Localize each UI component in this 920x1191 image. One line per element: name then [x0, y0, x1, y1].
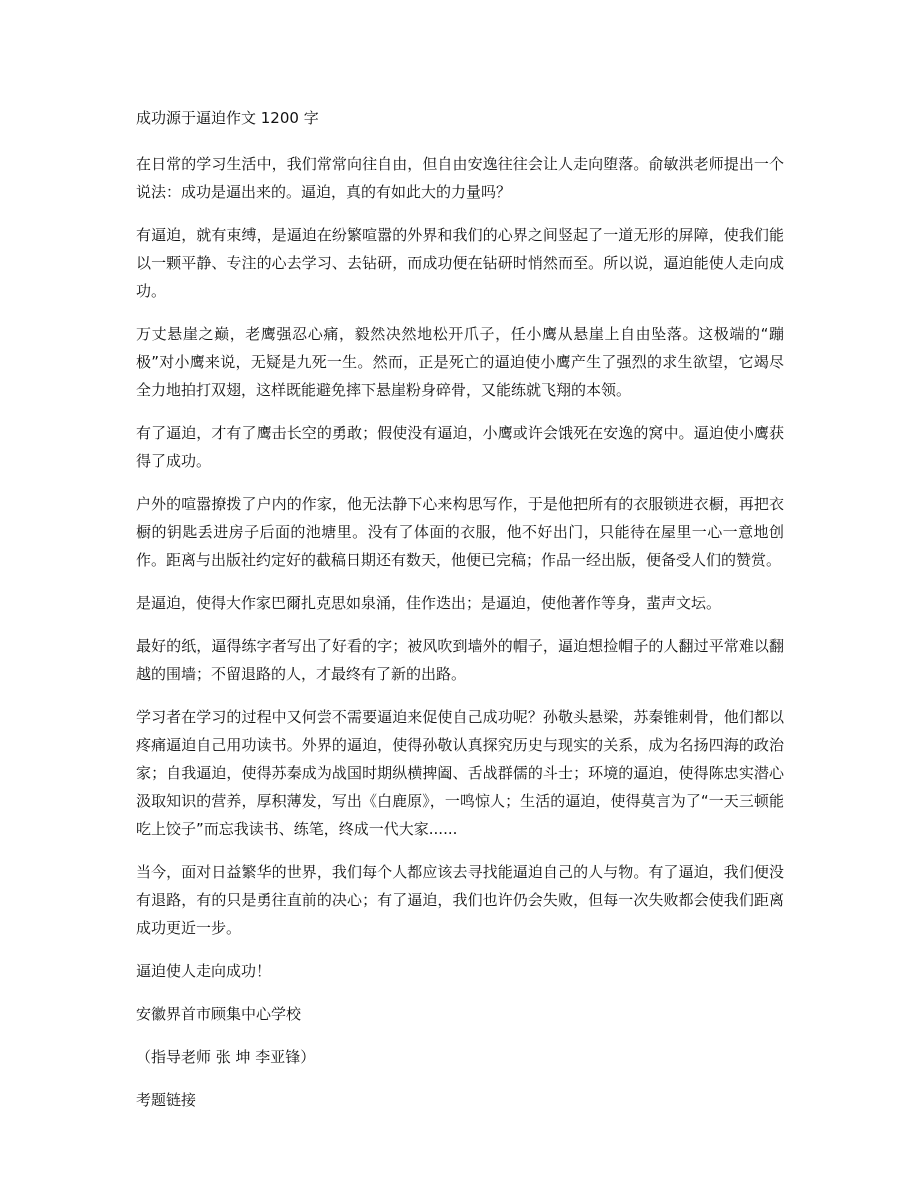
paragraph-2: 有逼迫，就有束缚，是逼迫在纷繁喧嚣的外界和我们的心界之间竖起了一道无形的屏障，使我们能以一颗平静、专注的心去学习、去钻研，而成功便在钻研时悄然而至。所以说，逼迫能使人走向成功。 — [136, 226, 784, 300]
paragraph-5: 户外的喧嚣撩拨了户内的作家，他无法静下心来构思写作，于是他把所有的衣服锁进衣橱，再把衣橱的钥匙丢进房子后面的池塘里。没有了体面的衣服，他不好出门，只能待在屋里一心一意地创作。距离与出版社约定好的截稿日期还有数天，他便已完稿；作品一经出版，便备受人们的赞赏。 — [136, 495, 784, 569]
paragraph-7: 最好的纸，逼得练字者写出了好看的字；被风吹到墙外的帽子，逼迫想捡帽子的人翻过平常难以翻越的围墙；不留退路的人，才最终有了新的出路。 — [136, 637, 784, 683]
school-name: 安徽界首市顾集中心学校 — [136, 1005, 302, 1023]
document-page — [136, 104, 784, 1129]
exam-link[interactable]: 考题链接 — [136, 1091, 197, 1109]
teacher-credit: （指导老师 张 坤 李亚锋） — [136, 1048, 316, 1066]
paragraph-9: 当今，面对日益繁华的世界，我们每个人都应该去寻找能逼迫自己的人与物。有了逼迫，我们便没有退路，有的只是勇往直前的决心；有了逼迫，我们也许仍会失败，但每一次失败都会使我们距离成功更近一步。 — [136, 863, 784, 937]
paragraph-4: 有了逼迫，才有了鹰击长空的勇敢；假使没有逼迫，小鹰或许会饿死在安逸的窝中。逼迫使小鹰获得了成功。 — [136, 424, 784, 470]
paragraph-3: 万丈悬崖之巅，老鹰强忍心痛，毅然决然地松开爪子，任小鹰从悬崖上自由坠落。这极端的“蹦极”对小鹰来说，无疑是九死一生。然而，正是死亡的逼迫使小鹰产生了强烈的求生欲望，它竭尽全力地拍打双翅，这样既能避免摔下悬崖粉身碎骨，又能练就飞翔的本领。 — [136, 325, 784, 399]
conclusion-line: 逼迫使人走向成功！ — [136, 962, 272, 980]
paragraph-8: 学习者在学习的过程中又何尝不需要逼迫来促使自己成功呢？孙敬头悬梁，苏秦锥刺骨，他们都以疼痛逼迫自己用功读书。外界的逼迫，使得孙敬认真探究历史与现实的关系，成为名扬四海的政治家；自我逼迫，使得苏秦成为战国时期纵横捭阖、舌战群儒的斗士；环境的逼迫，使得陈忠实潜心汲取知识的营养，厚积薄发，写出《白鹿原》，一鸣惊人；生活的逼迫，使得莫言为了“一天三顿能吃上饺子”而忘我读书、练笔，终成一代大家...... — [136, 708, 784, 838]
document-title: 成功源于逼迫作文 1200 字 — [136, 109, 319, 127]
paragraph-6: 是逼迫，使得大作家巴爾扎克思如泉涌，佳作迭出；是逼迫，使他著作等身，蜚声文坛。 — [136, 594, 722, 612]
paragraph-1: 在日常的学习生活中，我们常常向往自由，但自由安逸往往会让人走向堕落。俞敏洪老师提出一个说法：成功是逼出来的。逼迫，真的有如此大的力量吗？ — [136, 155, 784, 201]
